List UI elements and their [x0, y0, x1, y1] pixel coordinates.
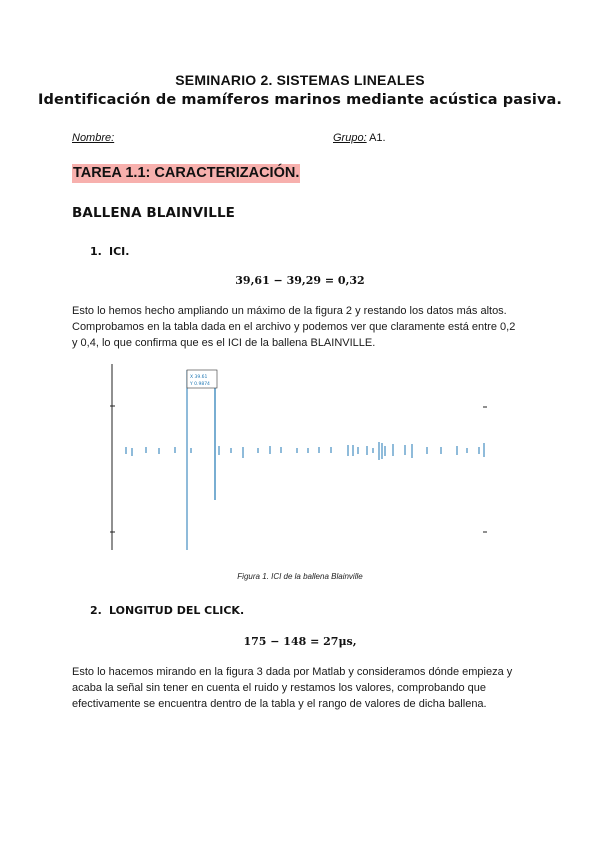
document-title: SEMINARIO 2. SISTEMAS LINEALES: [175, 72, 425, 88]
paragraph-line: acaba la señal sin tener en cuenta el ruido y restamos los valores, comprobando que: [72, 682, 486, 694]
ici-equation: 39,61 − 39,29 = 0,32: [235, 274, 365, 287]
list-item-click-length: [90, 604, 244, 617]
list-item-number: 1.: [90, 245, 102, 258]
paragraph-line: y 0,4, lo que confirma que es el ICI de la ballena BLAINVILLE.: [72, 337, 376, 349]
click-length-equation: 175 − 148 = 27μs,: [243, 635, 357, 648]
section-heading: BALLENA BLAINVILLE: [72, 205, 235, 221]
name-field: [72, 132, 114, 144]
signal-plot: [105, 360, 495, 556]
datatip-x: X 39.61: [190, 375, 208, 380]
document-subtitle: Identificación de mamíferos marinos mediante acústica pasiva.: [37, 92, 563, 108]
paragraph-line: Esto lo hemos hecho ampliando un máximo de la figura 2 y restando los datos más altos.: [72, 305, 507, 317]
group-field: [333, 132, 386, 144]
ici-paragraph: [72, 303, 532, 351]
paragraph-line: Comprobamos en la tabla dada en el archivo y podemos ver que claramente está entre 0,2: [72, 321, 516, 333]
list-item-label: LONGITUD DEL CLICK.: [109, 604, 245, 617]
paragraph-line: efectivamente se encuentra dentro de la tabla y el rango de valores de dicha ballena.: [72, 698, 487, 710]
list-item-ici: [90, 245, 129, 258]
figure-caption: Figura 1. ICI de la ballena Blainville: [237, 572, 363, 581]
task-heading: TAREA 1.1: CARACTERIZACIÓN.: [73, 165, 300, 181]
datatip-y: Y 0.9874: [190, 382, 210, 387]
paragraph-line: Esto lo hacemos mirando en la figura 3 dada por Matlab y consideramos dónde empieza y: [72, 666, 513, 678]
group-label: Grupo:: [333, 132, 367, 144]
click-length-paragraph: [72, 664, 528, 712]
group-value: A1.: [369, 132, 386, 144]
list-item-number: 2.: [90, 604, 102, 617]
ici-figure: [105, 360, 495, 556]
signal-trace: [126, 430, 484, 500]
list-item-label: ICI.: [109, 245, 130, 258]
name-label: Nombre:: [72, 132, 115, 144]
